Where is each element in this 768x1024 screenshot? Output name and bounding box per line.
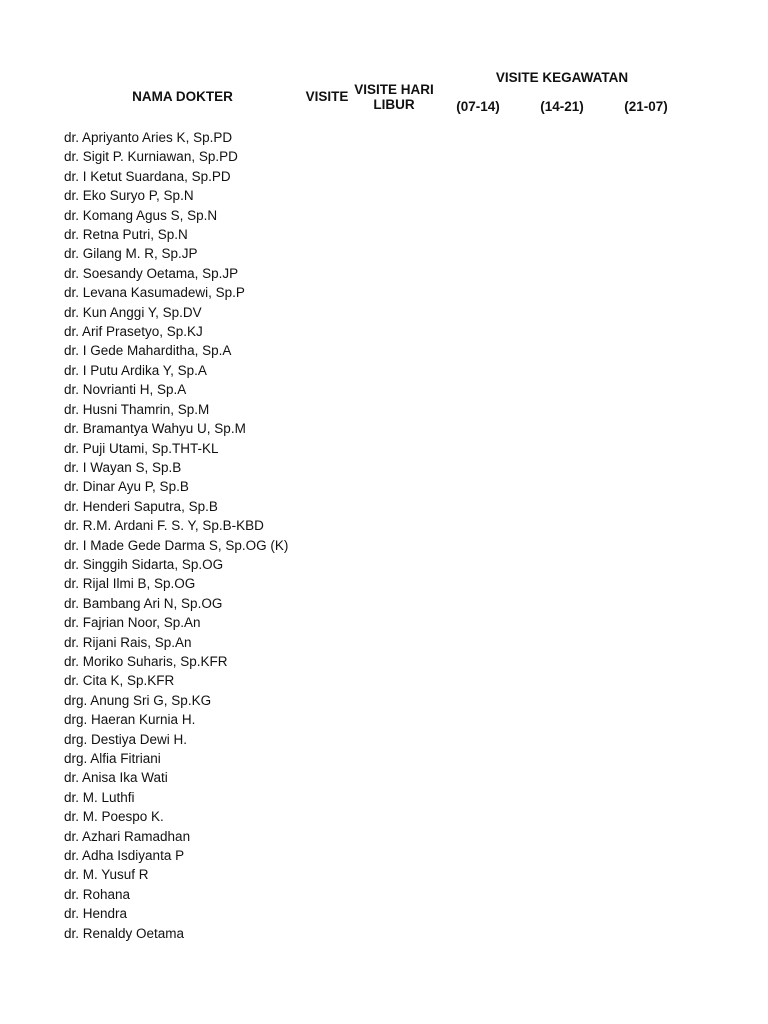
doctor-name: dr. Husni Thamrin, Sp.M xyxy=(64,401,210,417)
header-visite: VISITE xyxy=(305,89,349,104)
doctor-name: dr. Adha Isdiyanta P xyxy=(64,848,185,864)
doctor-name: dr. Renaldy Oetama xyxy=(64,925,185,941)
doctor-name: dr. Hendra xyxy=(64,906,128,922)
doctor-name: dr. Apriyanto Aries K, Sp.PD xyxy=(64,130,233,145)
doctor-name: dr. Dinar Ayu P, Sp.B xyxy=(64,479,189,495)
doctor-name: dr. I Ketut Suardana, Sp.PD xyxy=(64,168,231,184)
doctor-name: dr. Fajrian Noor, Sp.An xyxy=(64,615,201,631)
doctor-name: dr. M. Yusuf R xyxy=(64,867,149,883)
doctor-name: drg. Destiya Dewi H. xyxy=(64,731,188,747)
doctor-list xyxy=(64,128,288,943)
doctor-name: dr. Cita K, Sp.KFR xyxy=(64,673,175,689)
doctor-name: drg. Haeran Kurnia H. xyxy=(64,712,196,728)
doctor-name: dr. Puji Utami, Sp.THT-KL xyxy=(64,440,219,456)
doctor-name: dr. Sigit P. Kurniawan, Sp.PD xyxy=(64,149,238,165)
doctor-name: dr. I Gede Maharditha, Sp.A xyxy=(64,343,232,359)
doctor-name: dr. Komang Agus S, Sp.N xyxy=(64,207,218,223)
doctor-name: dr. Levana Kasumadewi, Sp.P xyxy=(64,285,245,301)
header-nama-dokter: NAMA DOKTER xyxy=(132,89,233,104)
doctor-name: dr. Novrianti H, Sp.A xyxy=(64,382,187,398)
doctor-name: dr. Kun Anggi Y, Sp.DV xyxy=(64,304,202,320)
doctor-name: dr. R.M. Ardani F. S. Y, Sp.B-KBD xyxy=(64,518,264,534)
doctor-name: dr. Singgih Sidarta, Sp.OG xyxy=(64,556,224,572)
doctor-name: dr. Bambang Ari N, Sp.OG xyxy=(64,595,223,611)
doctor-name: dr. Arif Prasetyo, Sp.KJ xyxy=(64,324,203,340)
doctor-name: dr. Soesandy Oetama, Sp.JP xyxy=(64,265,239,281)
doctor-name: dr. Anisa Ika Wati xyxy=(64,770,168,786)
doctor-name: dr. Moriko Suharis, Sp.KFR xyxy=(64,653,228,669)
doctor-name: dr. I Wayan S, Sp.B xyxy=(64,459,182,475)
doctor-name: dr. Gilang M. R, Sp.JP xyxy=(64,246,198,262)
doctor-name: drg. Anung Sri G, Sp.KG xyxy=(64,692,212,708)
doctor-name: dr. M. Poespo K. xyxy=(64,809,164,825)
doctor-name: dr. Bramantya Wahyu U, Sp.M xyxy=(64,421,246,437)
doctor-name: dr. Rijal Ilmi B, Sp.OG xyxy=(64,576,196,592)
header-visite-kegawatan: VISITE KEGAWATAN xyxy=(495,70,629,85)
header-shift-21-07: (21-07) xyxy=(624,99,668,114)
doctor-name: dr. Rijani Rais, Sp.An xyxy=(64,634,192,650)
doctor-name: dr. Rohana xyxy=(64,886,131,902)
doctor-name: dr. Eko Suryo P, Sp.N xyxy=(64,188,194,204)
doctor-name: dr. Azhari Ramadhan xyxy=(64,828,191,844)
doctor-name: dr. I Putu Ardika Y, Sp.A xyxy=(64,362,207,378)
doctor-name: dr. Henderi Saputra, Sp.B xyxy=(64,498,218,514)
doctor-name: drg. Alfia Fitriani xyxy=(64,751,161,766)
header-shift-14-21: (14-21) xyxy=(540,99,584,114)
header-shift-07-14: (07-14) xyxy=(456,99,500,114)
doctor-name: dr. I Made Gede Darma S, Sp.OG (K) xyxy=(64,537,289,553)
header-visite-hari-libur: VISITE HARI LIBUR xyxy=(354,82,434,112)
doctor-name: dr. M. Luthfi xyxy=(64,789,135,805)
doctor-name: dr. Retna Putri, Sp.N xyxy=(64,227,188,243)
